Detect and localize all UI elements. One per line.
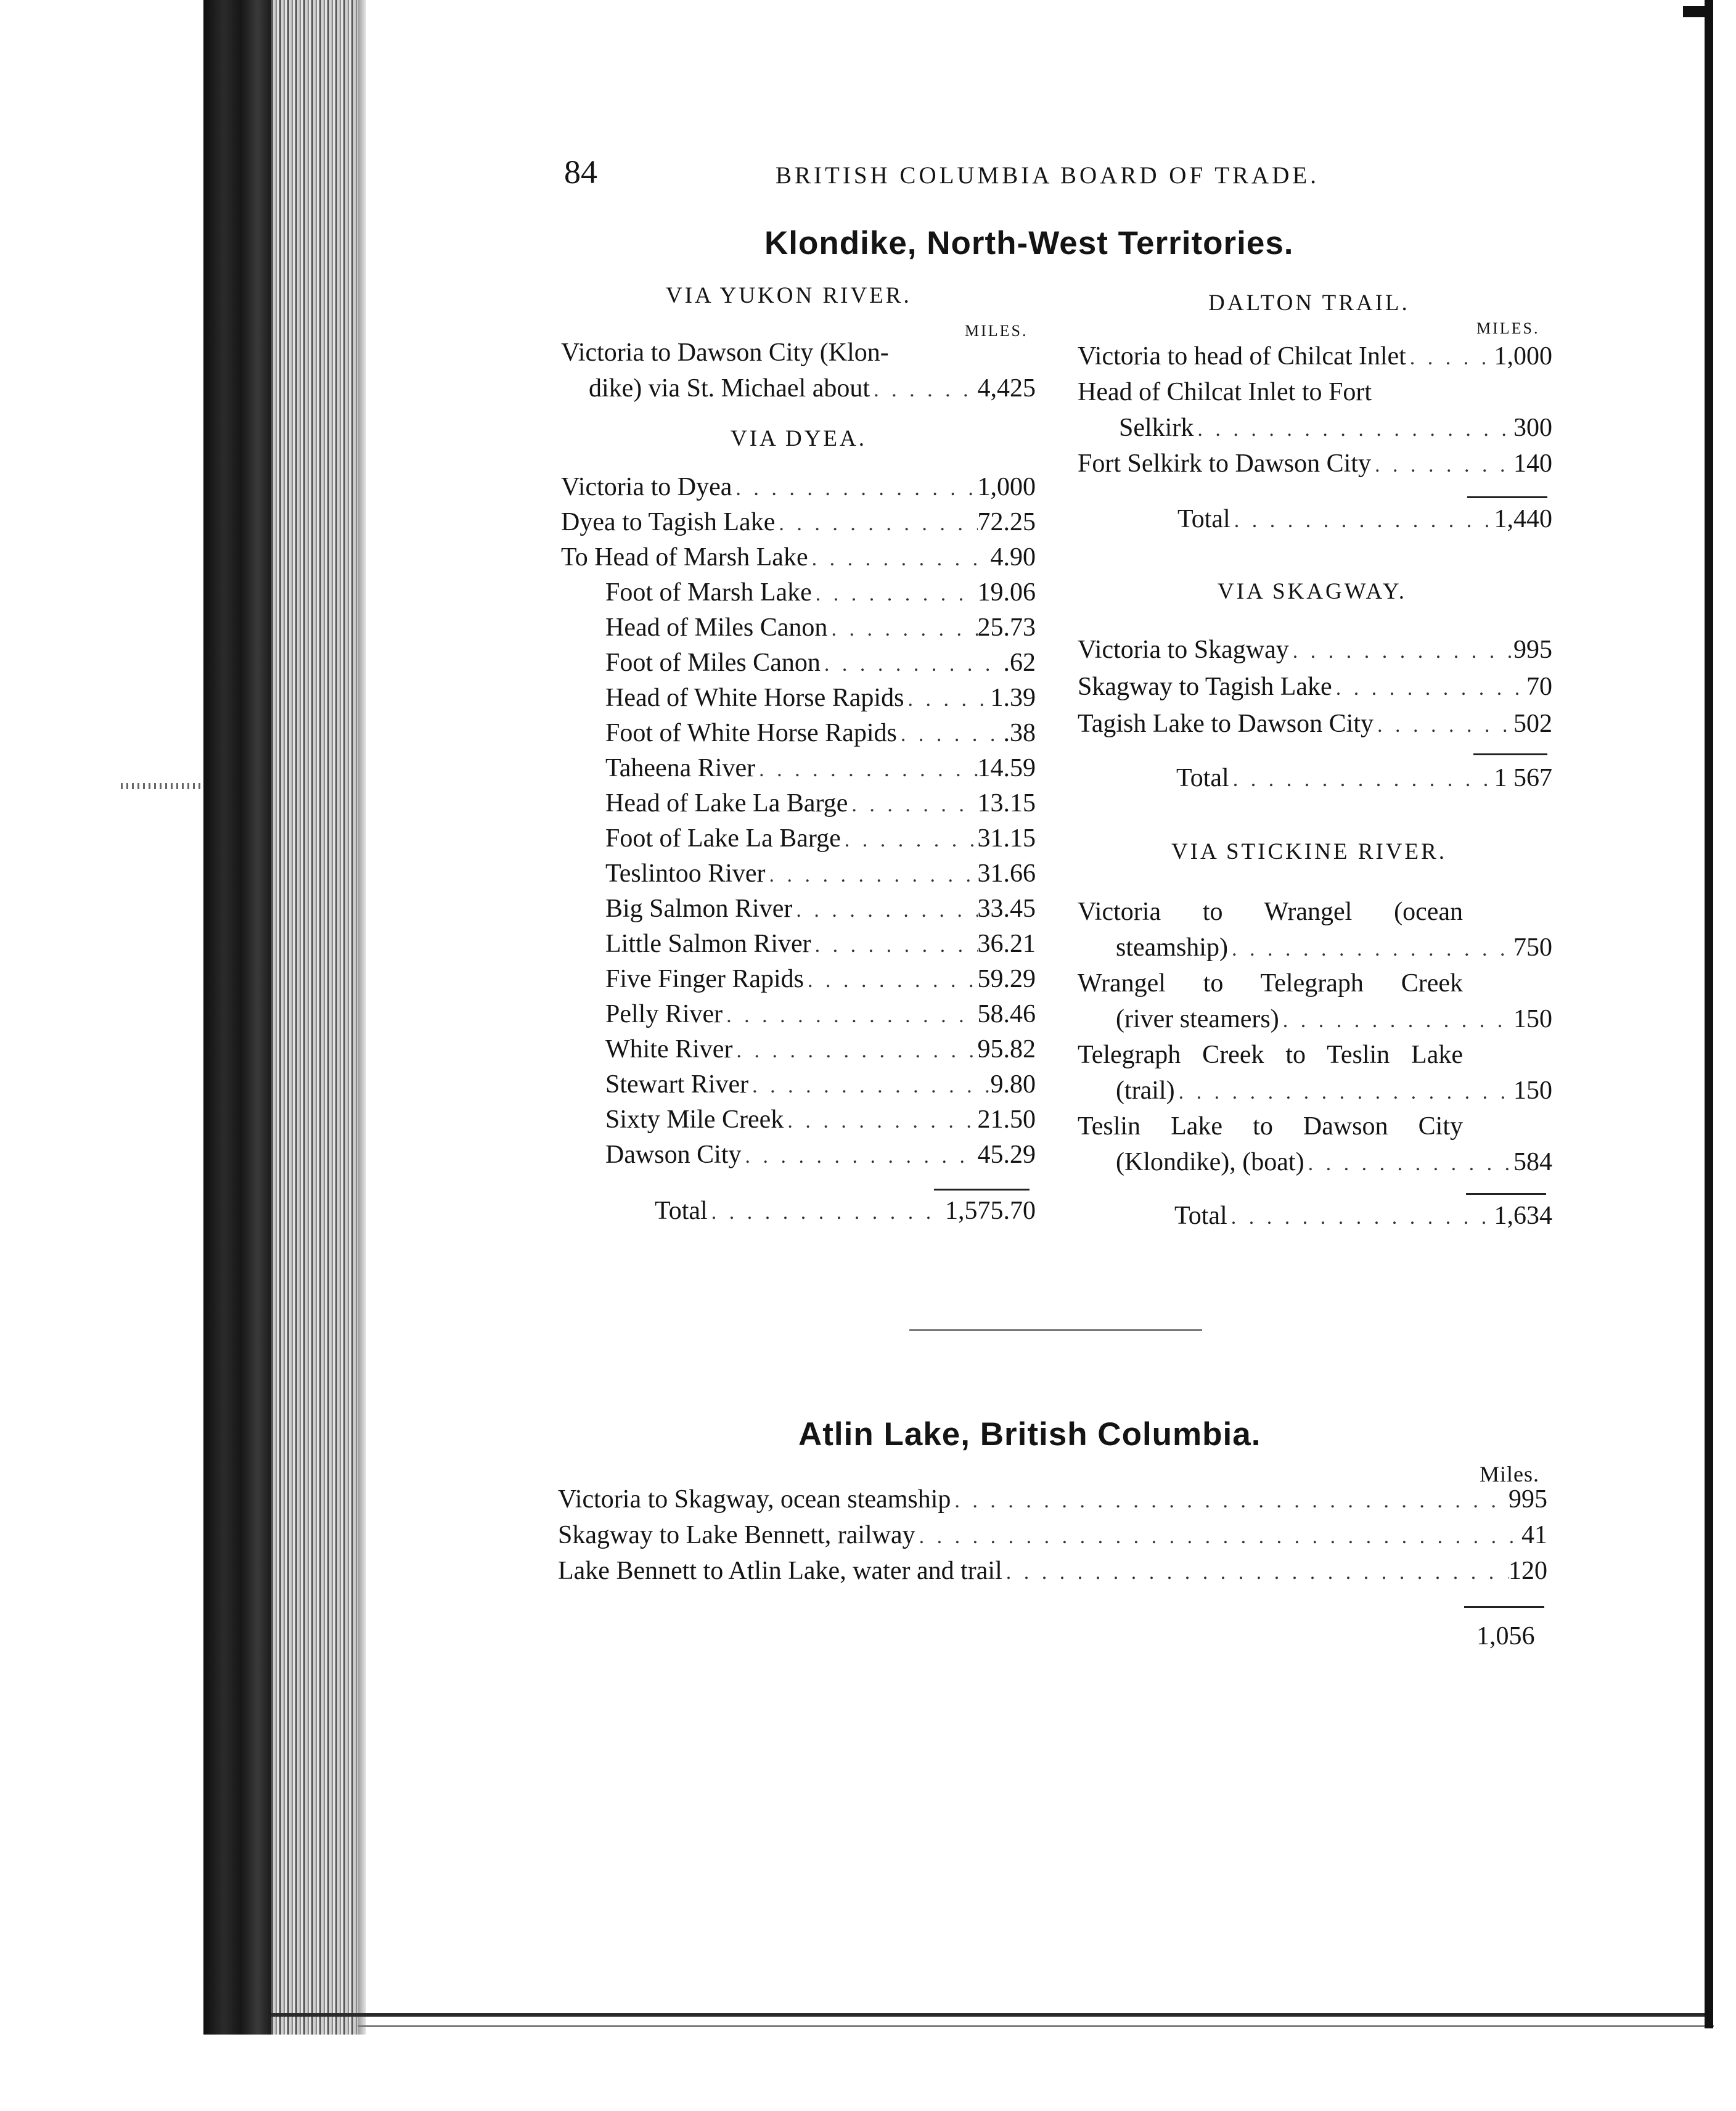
skagway-row: Skagway to Tagish Lake . . . 70 [1078, 672, 1552, 702]
atlin-total: 1,056 [1476, 1622, 1535, 1650]
book-spine [203, 0, 271, 2035]
dyea-row: Foot of Marsh Lake . . . 19.06 [605, 578, 1036, 607]
page-bottom-edge-inner [358, 2025, 1714, 2027]
skagway-total-rule [1473, 753, 1547, 755]
page-number: 84 [564, 154, 597, 191]
page-bottom-edge [271, 2013, 1708, 2017]
stickine-row-line1: Wrangel to Telegraph Creek [1078, 969, 1463, 998]
dyea-row: Foot of White Horse Rapids . . . .38 [605, 718, 1036, 748]
dyea-total-rule [934, 1189, 1030, 1191]
dyea-heading: VIA DYEA. [731, 426, 867, 451]
dyea-row: Head of Lake La Barge . . . 13.15 [605, 789, 1036, 818]
atlin-row: Lake Bennett to Atlin Lake, water and trail . . . 120 [558, 1556, 1547, 1586]
dyea-row: Five Finger Rapids . . . 59.29 [605, 964, 1036, 994]
stickine-total-rule [1466, 1193, 1546, 1195]
stickine-row-line1: Victoria to Wrangel (ocean [1078, 898, 1463, 926]
dyea-row: Little Salmon River . . . 36.21 [605, 929, 1036, 959]
skagway-row: Tagish Lake to Dawson City . . . 502 [1078, 709, 1552, 739]
klondike-title: Klondike, North-West Territories. [764, 225, 1294, 261]
skagway-heading: VIA SKAGWAY. [1218, 579, 1407, 604]
dalton-row-line2: Selkirk . . . 300 [1119, 413, 1552, 443]
atlin-title: Atlin Lake, British Columbia. [798, 1416, 1261, 1453]
dyea-total-row: Total . . . 1,575.70 [655, 1196, 1036, 1226]
section-divider [909, 1329, 1202, 1331]
dyea-row: Teslintoo River . . . 31.66 [605, 859, 1036, 888]
dyea-row: Taheena River . . . 14.59 [605, 753, 1036, 783]
page-gutter [358, 0, 366, 2035]
dyea-row: White River . . . 95.82 [605, 1035, 1036, 1064]
atlin-row: Victoria to Skagway, ocean steamship . . . 995 [558, 1485, 1547, 1514]
skagway-row: Victoria to Skagway . . . 995 [1078, 635, 1552, 665]
dalton-row: Fort Selkirk to Dawson City . . . 140 [1078, 449, 1552, 478]
stickine-row-line2: (trail) . . . 150 [1116, 1076, 1552, 1105]
dalton-heading: DALTON TRAIL. [1208, 290, 1410, 316]
stickine-row-line2: steamship) . . . 750 [1116, 933, 1552, 962]
page-edges [271, 0, 358, 2035]
dyea-row: Dawson City . . . 45.29 [605, 1140, 1036, 1170]
yukon-row-line1: Victoria to Dawson City (Klon- [561, 338, 889, 367]
corner-mark [1683, 6, 1708, 17]
atlin-total-rule [1464, 1606, 1544, 1608]
stickine-row-line1: Telegraph Creek to Teslin Lake [1078, 1041, 1463, 1069]
dalton-total-rule [1467, 496, 1547, 498]
dyea-row: Stewart River . . . 9.80 [605, 1070, 1036, 1099]
stickine-row-line1: Teslin Lake to Dawson City [1078, 1112, 1463, 1141]
atlin-row: Skagway to Lake Bennett, railway . . . 41 [558, 1520, 1547, 1550]
scan-margin [0, 0, 203, 2111]
dyea-row: Foot of Miles Canon . . . .62 [605, 648, 1036, 678]
stickine-row-line2: (Klondike), (boat) . . . 584 [1116, 1147, 1552, 1177]
dyea-row: Pelly River . . . 58.46 [605, 999, 1036, 1029]
dalton-total-row: Total . . . 1,440 [1177, 504, 1552, 534]
skagway-total-row: Total . . . 1 567 [1176, 763, 1552, 793]
stickine-row-line2: (river steamers) . . . 150 [1116, 1004, 1552, 1034]
page-right-edge [1705, 0, 1713, 2028]
dyea-row: Foot of Lake La Barge . . . 31.15 [605, 824, 1036, 853]
dalton-row: Victoria to head of Chilcat Inlet . . . 1,000 [1078, 342, 1552, 371]
yukon-heading: VIA YUKON RIVER. [666, 283, 912, 308]
dalton-row-line1: Head of Chilcat Inlet to Fort [1078, 378, 1372, 406]
dyea-row: Victoria to Dyea . . . 1,000 [561, 472, 1036, 502]
stickine-heading: VIA STICKINE RIVER. [1171, 839, 1447, 864]
dyea-row: Dyea to Tagish Lake . . . 72.25 [561, 507, 1036, 537]
yukon-miles-label: MILES. [965, 322, 1028, 340]
atlin-miles-label: Miles. [1480, 1462, 1540, 1486]
running-head: BRITISH COLUMBIA BOARD OF TRADE. [776, 162, 1319, 189]
dyea-row: Head of White Horse Rapids . . . 1.39 [605, 683, 1036, 713]
dyea-row: Big Salmon River . . . 33.45 [605, 894, 1036, 924]
dyea-row: Sixty Mile Creek . . . 21.50 [605, 1105, 1036, 1134]
dyea-row: Head of Miles Canon . . . 25.73 [605, 613, 1036, 642]
stickine-total-row: Total . . . 1,634 [1174, 1201, 1552, 1231]
yukon-row-line2: dike) via St. Michael about . . . 4,425 [589, 374, 1036, 403]
margin-mark [117, 783, 203, 789]
dyea-row: To Head of Marsh Lake . . . 4.90 [561, 543, 1036, 572]
dalton-miles-label: MILES. [1476, 319, 1540, 337]
